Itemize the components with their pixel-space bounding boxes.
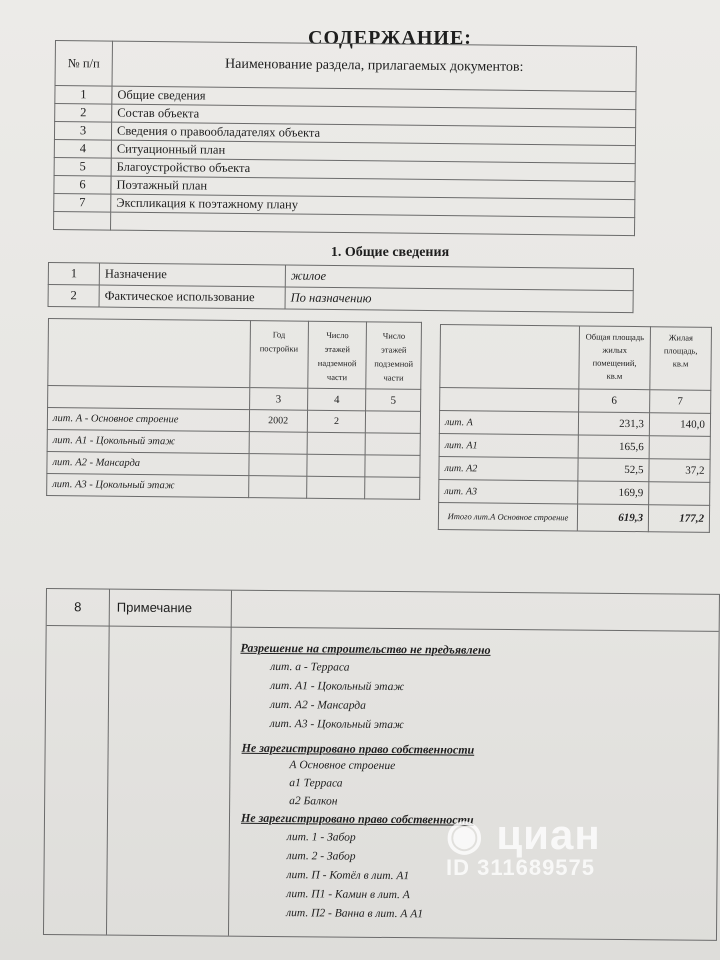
lit-year <box>249 432 308 455</box>
table-row <box>439 456 710 482</box>
toc-name: Сведения о правообладателях объекта <box>111 122 635 145</box>
toc-name: Поэтажный план <box>111 176 635 199</box>
area-total: 169,9 <box>578 481 649 505</box>
note-item: лит. П - Котёл в лит. А1 <box>286 869 410 883</box>
area-name: лит. А <box>439 411 578 435</box>
watermark-logo <box>446 810 601 859</box>
note-item: лит. А1 - Цокольный этаж <box>270 679 405 694</box>
note-heading: Не зарегистрировано право собственности <box>240 810 474 827</box>
total-area: 619,3 <box>577 504 648 532</box>
note-item: лит. А2 - Мансарда <box>269 698 366 712</box>
divider <box>106 590 110 935</box>
toc-header-name: Наименование раздела, прилагаемых документов: <box>112 41 636 91</box>
note-item: А Основное строение <box>289 759 396 773</box>
note-item: а1 Терраса <box>289 777 343 790</box>
lit-floors <box>307 432 366 455</box>
lit-year <box>248 454 307 477</box>
divider <box>228 591 232 936</box>
table-row <box>48 285 633 313</box>
col-num: 4 <box>307 388 366 411</box>
toc-num: 5 <box>54 157 111 176</box>
empty-cell <box>440 388 579 412</box>
table-row <box>47 473 420 499</box>
lit-name: лит. А1 - Цокольный этаж <box>47 429 249 453</box>
note-num: 8 <box>74 599 82 615</box>
note-heading: Не зарегистрировано право собственности <box>241 740 475 757</box>
row-value: По назначению <box>285 287 633 313</box>
empty-cell <box>440 325 580 389</box>
area-total: 231,3 <box>578 412 649 436</box>
col-num: 5 <box>366 389 421 412</box>
lit-name: лит. А - Основное строение <box>47 408 249 432</box>
lit-year <box>248 476 307 499</box>
col-header-living-area: Жилая площадь, кв.м <box>650 327 712 391</box>
lit-name: лит. А2 - Мансарда <box>47 451 249 475</box>
row-num: 2 <box>48 285 99 308</box>
toc-name: Ситуационный план <box>111 140 635 163</box>
toc-num: 6 <box>54 175 111 194</box>
col-header-total-area: Общая площадь жилых помещений, кв.м <box>579 326 651 390</box>
section-title: 1. Общие сведения <box>330 245 450 260</box>
area-name: лит. А3 <box>439 479 578 503</box>
note-item: лит. П1 - Камин в лит. А <box>286 888 410 902</box>
toc-name: Экспликация к поэтажному плану <box>111 194 635 217</box>
lit-year: 2002 <box>249 410 308 433</box>
toc-num: 4 <box>54 139 111 158</box>
lit-under <box>365 433 420 456</box>
lit-floors <box>307 476 366 499</box>
row-value: жилое <box>285 265 633 291</box>
person-icon: ◉ <box>446 811 484 858</box>
toc-header-num: № п/п <box>55 41 112 87</box>
lit-under <box>365 455 420 478</box>
col-num: 6 <box>579 389 650 413</box>
note-item: лит. П2 - Ванна в лит. А А1 <box>286 907 424 921</box>
page-title: СОДЕРЖАНИЕ: <box>308 27 472 49</box>
area-total: 165,6 <box>578 435 649 459</box>
area-living: 140,0 <box>649 413 710 437</box>
total-living: 177,2 <box>648 505 709 533</box>
toc-name: Состав объекта <box>112 104 636 127</box>
empty-cell <box>48 386 250 410</box>
table-row <box>439 479 710 505</box>
lit-floors <box>307 454 366 477</box>
area-table <box>438 324 712 533</box>
total-row <box>438 502 709 532</box>
row-label: Назначение <box>99 263 285 287</box>
area-living <box>649 482 710 506</box>
divider <box>47 625 719 632</box>
toc-num: 2 <box>55 104 112 123</box>
row-label: Фактическое использование <box>99 285 285 309</box>
watermark-id: ID 311689575 <box>446 855 596 880</box>
note-heading: Разрешение на строительство не предъявлено <box>240 640 491 657</box>
table-row <box>439 433 710 459</box>
note-item: лит. А3 - Цокольный этаж <box>269 717 404 732</box>
watermark-brand: циан <box>496 811 601 858</box>
toc-num: 1 <box>55 86 112 105</box>
toc-num: 7 <box>54 193 111 212</box>
note-item: лит. 1 - Забор <box>286 831 356 844</box>
lit-name: лит. А3 - Цокольный этаж <box>47 473 249 497</box>
lit-table <box>46 318 422 500</box>
contents-table <box>53 40 637 236</box>
toc-name: Общие сведения <box>112 86 636 109</box>
area-name: лит. А1 <box>439 433 578 457</box>
area-living <box>649 436 710 460</box>
toc-num <box>54 211 111 230</box>
notes-section <box>43 588 720 941</box>
lit-floors: 2 <box>307 410 366 433</box>
empty-cell <box>48 319 250 388</box>
note-item: а2 Балкон <box>289 795 338 808</box>
general-info-table <box>48 262 634 313</box>
total-name: Итого лит.А Основное строение <box>438 502 577 530</box>
toc-name: Благоустройство объекта <box>111 158 635 181</box>
row-num: 1 <box>48 263 99 286</box>
col-header-year: Год постройки <box>249 321 308 389</box>
area-living: 37,2 <box>649 459 710 483</box>
lit-under <box>365 477 420 500</box>
watermark <box>446 810 601 881</box>
note-item: лит. а - Терраса <box>270 660 350 674</box>
toc-num: 3 <box>54 122 111 141</box>
col-num: 3 <box>249 388 308 411</box>
table-row <box>439 411 710 437</box>
area-name: лит. А2 <box>439 456 578 480</box>
col-header-underground: Число этажей подземной части <box>366 322 421 390</box>
col-num: 7 <box>650 390 711 414</box>
col-header-floors: Число этажей надземной части <box>308 321 367 389</box>
area-total: 52,5 <box>578 458 649 482</box>
lit-under <box>366 411 421 434</box>
note-label: Примечание <box>116 599 193 616</box>
note-item: лит. 2 - Забор <box>286 850 356 863</box>
